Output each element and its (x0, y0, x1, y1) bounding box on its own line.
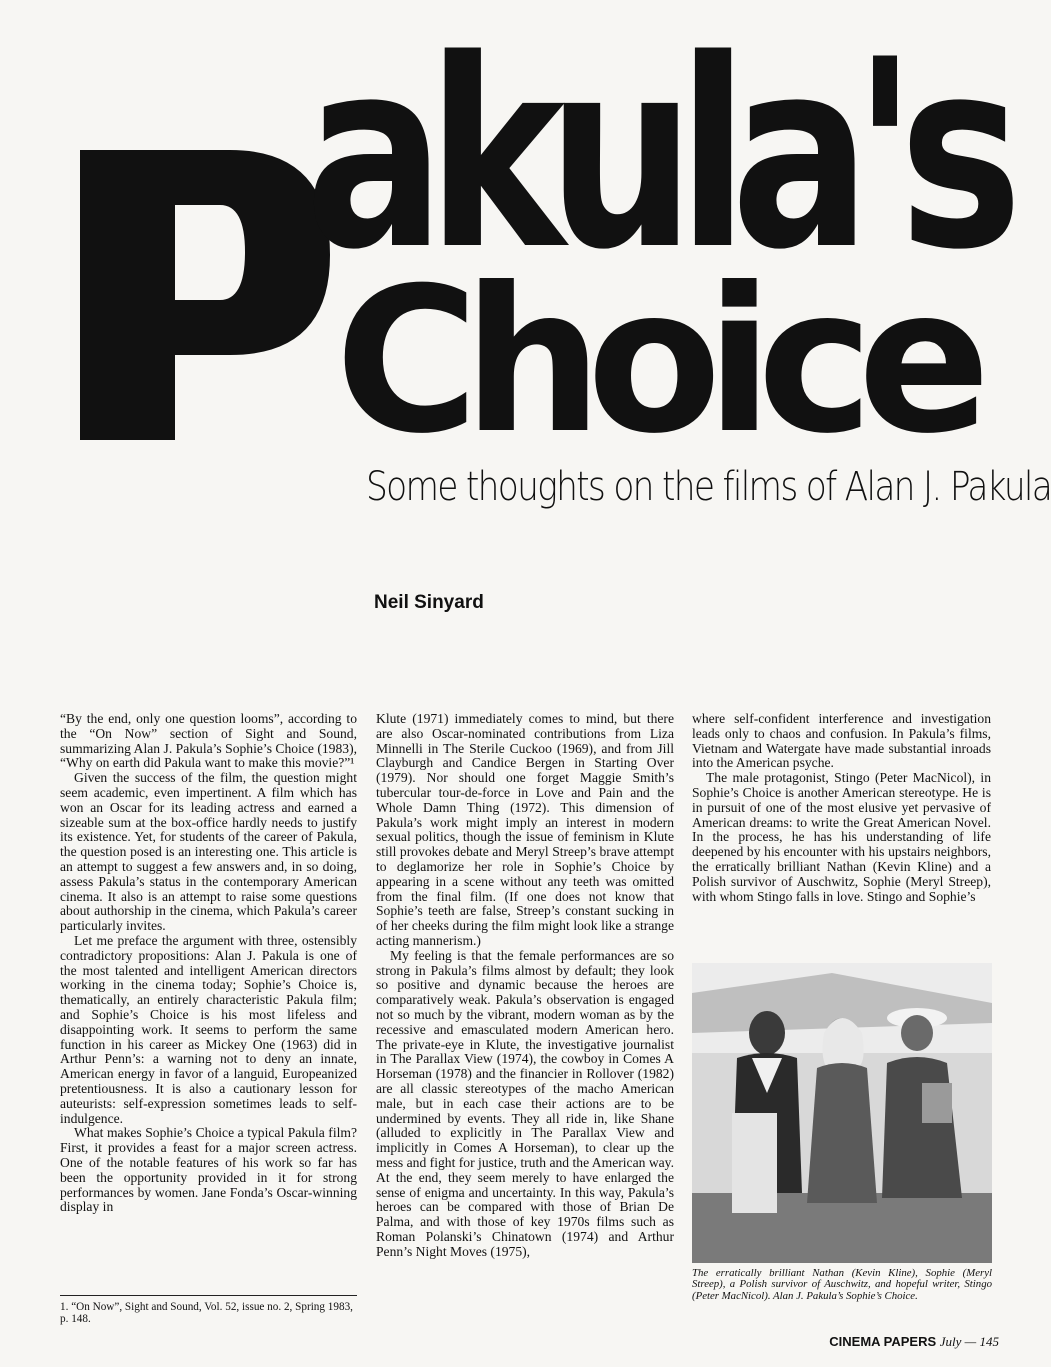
paragraph: where self-confident interference and investigation leads only to chaos and confusion. In Pakula’s films, Vietnam and Watergate have made substantial inroads into the American psyche. (692, 711, 991, 771)
paragraph: Given the success of the film, the question might seem academic, even impertinent. A film which has won an Oscar for its leading actress and earned a sizeable sum at the box-office hardly needs to justify its existence. Yet, for students of the career of Pakula, the question posed is an interesting one. This article is an attempt to suggest a few answers and, in so doing, assess Pakula’s status in the contemporary American cinema. It also is an attempt to raise some questions about authorship in the cinema, which Pakula’s career particularly invites. (60, 770, 357, 934)
paragraph: “By the end, only one question looms”, according to the “On Now” section of Sight and Sound, summarizing Alan J. Pakula’s Sophie’s Choice (1983), “Why on earth did Pakula want to make this movie?”¹ (60, 711, 357, 771)
headline-line2: Choice (335, 245, 982, 440)
column-3 (692, 712, 991, 904)
footnote-divider (60, 1295, 357, 1296)
paragraph: My feeling is that the female performances are so strong in Pakula’s films almost by default; they look so positive and dynamic because the heroes are comparatively weak. Pakula’s observation is engaged not so much by the vibrant, modern woman as by the recessive and emasculated modern American hero. The private-eye in Klute, the investigative journalist in The Parallax View (1974), the cowboy in Comes A Horseman (1978) and the financier in Rollover (1982) are all classic stereotypes of the macho American male, but in each case their actions are to be undermined by events. They all ride in, like Shane (alluded to explicitly in The Parallax View and implicitly in Comes A Horseman), to clear up the mess and fight for justice, truth and the American way. At the end, they seem merely to have enlarged the sense of enigma and uncertainty. In this way, Pakula’s heroes can be compared with those of Brian De Palma, and with those of key 1970s films such as Roman Polanski’s Chinatown (1974) and Arthur Penn’s Night Moves (1975), (376, 947, 674, 1259)
headline-line1: akula's (305, 5, 1016, 307)
film-still-photo (692, 963, 992, 1263)
paragraph: What makes Sophie’s Choice a typical Pakula film? First, it provides a feast for a major screen actress. One of the notable features of his work so far has been the opportunity provided in it for strong performances by women. Jane Fonda’s Oscar-winning display in (60, 1125, 357, 1215)
column-1 (60, 712, 357, 1215)
issue-page: July — 145 (939, 1334, 999, 1349)
headline-graphic (80, 0, 1020, 440)
publication-name: CINEMA PAPERS (829, 1334, 940, 1349)
photo-caption: The erratically brilliant Nathan (Kevin Kline), Sophie (Meryl Streep), a Polish survivor of Auschwitz, and hopeful writer, Stingo (Peter MacNicol). Alan J. Pakula’s Sophie’s Choice. (692, 1267, 992, 1302)
paragraph: Let me preface the argument with three, ostensibly contradictory propositions: Alan J. Pakula is one of the most talented and intelligent American directors working in the cinema today; Sophie’s Choice is, thematically, an entirely characteristic Pakula film; and Sophie’s Choice is his most lifeless and disappointing work. It seems to perform the same function in his career as Mickey One (1963) did in Arthur Penn’s: a warning not to deny an innate, American energy in favor of a languid, Europeanized pretentiousness. It is also a cautionary lesson for auteurists: self-expression sometimes leads to self-indulgence. (60, 932, 357, 1126)
footnote: 1. “On Now”, Sight and Sound, Vol. 52, issue no. 2, Spring 1983, p. 148. (60, 1301, 353, 1326)
column-2 (376, 712, 674, 1259)
paragraph: Klute (1971) immediately comes to mind, but there are also Oscar-nominated contributions from Liza Minnelli in The Sterile Cuckoo (1969), and from Jill Clayburgh and Candice Bergen in Starting Over (1979). Nor should one forget Maggie Smith’s tubercular tour-de-force in Love and Pain and the Whole Damn Thing (1972). This dimension of Pakula’s work might imply an interest in modern sexual politics, though the issue of feminism in Klute still provokes debate and Meryl Streep’s brave attempt to deglamorize her role in Sophie’s Choice by appearing in a scene without any teeth was omitted from the final film. (If one does not know that Sophie’s teeth are false, Streep’s constant sucking in of her cheeks during the film might look like a strange acting mannerism.) (376, 711, 674, 948)
page-footer (829, 1334, 999, 1350)
headline (80, 0, 1020, 440)
subtitle: Some thoughts on the films of Alan J. Pakula (366, 464, 1051, 510)
byline: Neil Sinyard (374, 592, 484, 613)
film-still-illustration (692, 963, 992, 1263)
paragraph: The male protagonist, Stingo (Peter MacNicol), in Sophie’s Choice is another American stereotype. He is in pursuit of one of the most elusive yet pervasive of American dreams: to write the Great American Novel. In the process, he has his understanding of life deepened by his encounter with his upstairs neighbors, the erratically brilliant Nathan (Kevin Kline) and a Polish survivor of Auschwitz, Sophie (Meryl Streep), with whom Stingo falls in love. Stingo and Sophie’s (692, 770, 991, 904)
